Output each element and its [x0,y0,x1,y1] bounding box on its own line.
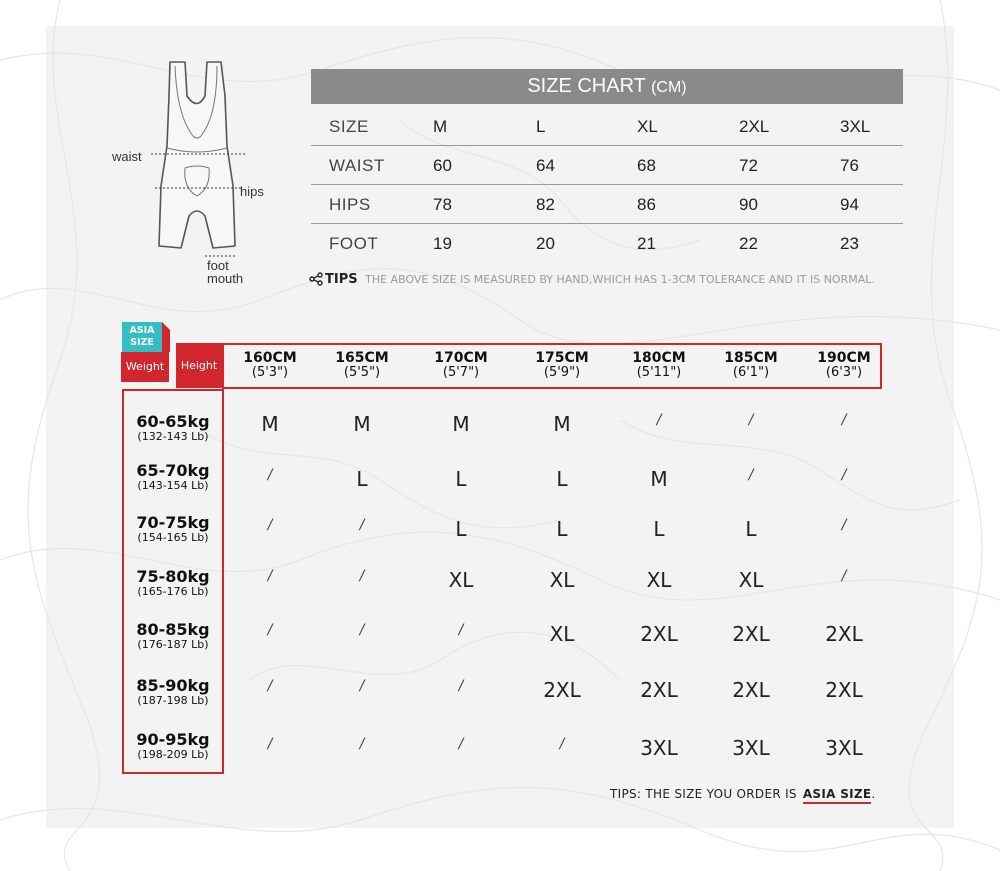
height-col-header [799,350,889,380]
height-cm: 185CM [724,350,778,366]
height-ft: (5'5") [343,365,381,380]
foot-mouth-label [207,259,243,285]
size-cell: / [841,412,847,428]
height-ft: (5'3") [251,365,289,380]
size-cell: 3XL [640,736,678,760]
weight-row-label [124,462,222,492]
size-chart-title-text: SIZE CHART [527,75,646,97]
size-cell: / [359,622,365,638]
size-cell: L [455,517,467,541]
weight-badge: Weight [121,352,169,382]
row-label: SIZE [329,117,369,136]
waist-cell: 60 [433,156,452,175]
height-badge: Height [176,343,222,388]
size-cell: L [455,467,467,491]
weight-kg: 65-70kg [136,461,210,480]
hips-row [311,185,903,224]
waist-cell: 76 [840,156,859,175]
size-cell: / [267,678,273,694]
height-cm: 160CM [243,350,297,366]
size-cell: / [267,568,273,584]
size-cell: 3XL [732,736,770,760]
weight-lb: (165-176 Lb) [137,585,209,598]
hips-cell: 94 [840,195,859,214]
waist-label: waist [112,149,142,164]
size-cell: L [536,117,546,136]
height-col-header [517,350,607,380]
size-cell: / [267,622,273,638]
foot-cell: 20 [536,234,555,253]
height-ft: (5'7") [442,365,480,380]
height-ft: (5'11") [636,365,682,380]
size-cell: 2XL [640,678,678,702]
size-cell: M [433,117,448,136]
hips-cell: 90 [739,195,758,214]
size-cell: L [745,517,757,541]
height-ft: (6'3") [825,365,863,380]
height-cm: 165CM [335,350,389,366]
size-cell: M [553,412,571,436]
size-chart-title [311,69,903,104]
foot-label-line1: foot [207,258,229,273]
size-cell: / [748,412,754,428]
size-cell: / [359,678,365,694]
hips-cell: 86 [637,195,656,214]
badge-fold-corner [162,322,170,352]
measurement-tips [309,272,875,287]
weight-lb: (132-143 Lb) [137,430,209,443]
size-cell: XL [549,568,575,592]
footer-tips [610,787,876,801]
size-cell: XL [646,568,672,592]
size-cell: XL [738,568,764,592]
size-cell: / [359,568,365,584]
size-label: SIZE [130,337,154,348]
weight-row-label [124,677,222,707]
share-icon [309,272,323,286]
size-cell: 2XL [543,678,581,702]
size-cell: / [458,678,464,694]
size-cell: / [458,736,464,752]
weight-kg: 85-90kg [136,676,210,695]
size-cell: 2XL [739,117,770,136]
size-cell: / [559,736,565,752]
tips-text: THE ABOVE SIZE IS MEASURED BY HAND,WHICH HAS 1-3CM TOLERANCE AND IT IS NORMAL. [365,273,875,286]
bib-shorts-diagram [105,56,285,286]
size-cell: 2XL [640,622,678,646]
height-col-header [317,350,407,380]
foot-cell: 21 [637,234,656,253]
size-cell: / [267,517,273,533]
size-cell: XL [549,622,575,646]
size-cell: 2XL [825,678,863,702]
foot-label-line2: mouth [207,271,244,286]
size-cell: 3XL [825,736,863,760]
foot-cell: 22 [739,234,758,253]
weight-row-label [124,568,222,598]
row-label: WAIST [329,156,385,175]
row-label: FOOT [329,234,379,253]
size-cell: 2XL [732,678,770,702]
size-cell: / [841,517,847,533]
foot-cell: 23 [840,234,859,253]
size-chart-unit: (CM) [651,79,687,96]
height-cm: 180CM [632,350,686,366]
weight-lb: (198-209 Lb) [137,748,209,761]
height-col-header [706,350,796,380]
weight-lb: (143-154 Lb) [137,479,209,492]
row-label: HIPS [329,195,371,214]
size-cell: / [656,412,662,428]
waist-cell: 72 [739,156,758,175]
size-cell: M [452,412,470,436]
size-cell: / [359,736,365,752]
hips-cell: 78 [433,195,452,214]
hips-cell: 82 [536,195,555,214]
waist-row [311,146,903,185]
footer-period: . [871,787,876,801]
height-col-header [225,350,315,380]
waist-cell: 64 [536,156,555,175]
height-ft: (5'9") [543,365,581,380]
size-cell: XL [448,568,474,592]
weight-kg: 70-75kg [136,513,210,532]
hips-label: hips [240,184,264,199]
weight-kg: 80-85kg [136,620,210,639]
size-cell: / [841,568,847,584]
size-cell: / [748,467,754,483]
size-cell: M [261,412,279,436]
size-cell: / [458,622,464,638]
tips-label: TIPS [325,272,358,287]
size-cell: / [841,467,847,483]
size-row [311,107,903,146]
size-cell: L [556,467,568,491]
size-cell: XL [637,117,658,136]
size-cell: M [650,467,668,491]
waist-cell: 68 [637,156,656,175]
size-cell: 2XL [825,622,863,646]
foot-cell: 19 [433,234,452,253]
size-cell: L [556,517,568,541]
height-col-header [416,350,506,380]
size-cell: / [267,467,273,483]
weight-row-label [124,621,222,651]
asia-label: ASIA [129,325,155,336]
height-cm: 190CM [817,350,871,366]
weight-lb: (187-198 Lb) [137,694,209,707]
weight-kg: 75-80kg [136,567,210,586]
weight-row-label [124,514,222,544]
size-cell: M [353,412,371,436]
weight-kg: 60-65kg [136,412,210,431]
height-cm: 175CM [535,350,589,366]
footer-asia-size: ASIA SIZE [803,787,872,804]
size-cell: 3XL [840,117,871,136]
height-cm: 170CM [434,350,488,366]
weight-lb: (176-187 Lb) [137,638,209,651]
size-cell: / [267,736,273,752]
foot-row [311,224,903,262]
height-col-header [614,350,704,380]
weight-lb: (154-165 Lb) [137,531,209,544]
footer-tips-text: TIPS: THE SIZE YOU ORDER IS [610,787,797,801]
size-cell: 2XL [732,622,770,646]
size-cell: / [359,517,365,533]
height-ft: (6'1") [732,365,770,380]
weight-row-label [124,731,222,761]
asia-size-badge [122,322,162,352]
size-cell: L [653,517,665,541]
size-cell: L [356,467,368,491]
weight-kg: 90-95kg [136,730,210,749]
weight-row-label [124,413,222,443]
